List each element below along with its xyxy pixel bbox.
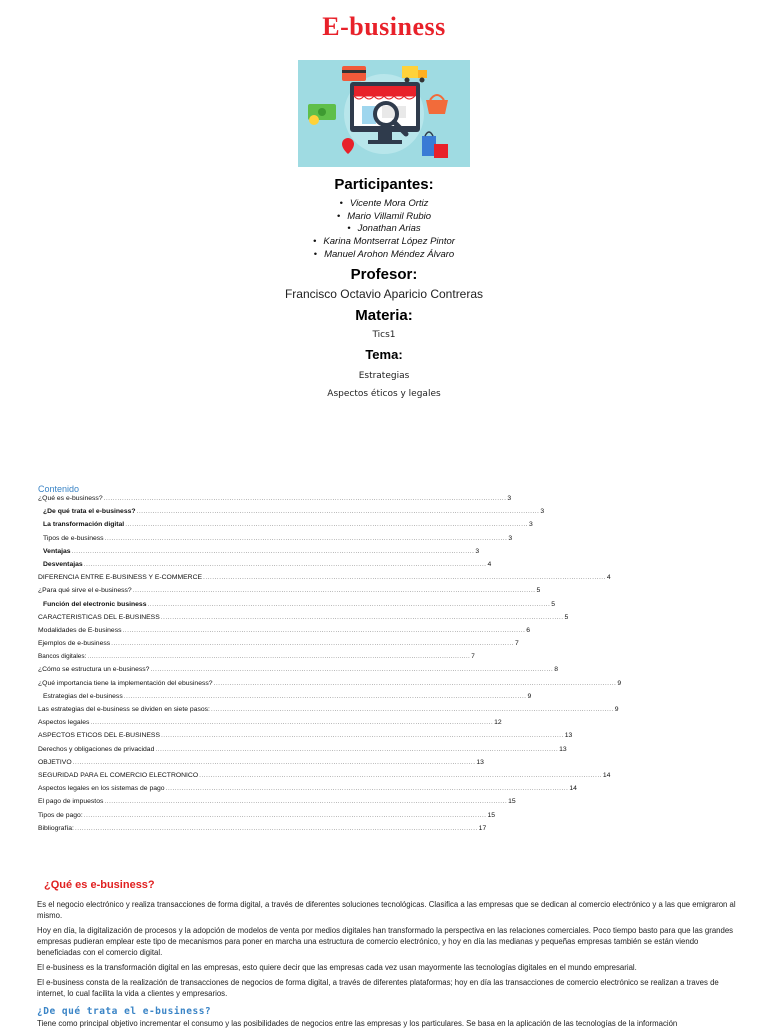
subsection-heading: ¿De qué trata el e-business?	[37, 1006, 212, 1017]
toc-entry[interactable]	[38, 758, 484, 772]
tema-line-1: Estrategias	[358, 371, 410, 381]
profesor-heading: Profesor:	[350, 266, 418, 283]
toc-leader: ................................................................................................................................................................................	[83, 811, 487, 819]
toc-entry-page: 3	[507, 495, 512, 502]
toc-entry-label: ¿Cómo se estructura un e-business?	[38, 666, 150, 674]
toc-entry-label: CARACTERISTICAS DEL E-BUSINESS	[38, 613, 160, 621]
materia-value: Tics1	[372, 330, 396, 340]
toc-entry[interactable]	[38, 626, 531, 640]
document-title: E-business	[322, 12, 446, 41]
participants-heading: Participantes:	[334, 176, 434, 193]
toc-entry-label: Desventajas	[43, 560, 83, 568]
toc-entry[interactable]	[38, 653, 475, 666]
toc-leader: ................................................................................................................................................................................	[125, 521, 528, 529]
toc-leader: ................................................................................................................................................................................	[165, 785, 569, 793]
toc-entry[interactable]	[38, 719, 502, 732]
section-paragraph: Es el negocio electrónico y realiza transacciones de forma digital, a través de diferentes soluciones tecnológicas. Clasifica a las empresas que se dedican al comercio electrónico y a las que emigraron al mismo.	[37, 900, 736, 920]
toc-entry-label: Aspectos legales	[38, 719, 90, 727]
toc-entry-page: 8	[554, 666, 558, 674]
toc-leader: ................................................................................................................................................................................	[213, 679, 617, 687]
toc-entry-label: Tipos de pago:	[38, 811, 83, 819]
toc-leader: ................................................................................................................................................................................	[147, 600, 551, 608]
toc-entry-page: 12	[494, 719, 502, 727]
toc-heading: Contenido	[38, 484, 80, 494]
toc-entry-label: Estrategias del e-business	[43, 692, 123, 700]
toc-entry[interactable]	[38, 824, 487, 838]
participant-name: • Manuel Arohon Méndez Álvaro	[0, 249, 768, 262]
toc-leader: ................................................................................................................................................................................	[160, 613, 564, 621]
toc-entry-page: 13	[476, 758, 484, 766]
table-of-contents	[38, 484, 622, 838]
toc-entry-page: 13	[559, 745, 567, 753]
toc-entry-page: 7	[514, 640, 519, 648]
toc-entry-label: ¿Para qué sirve el e-business?	[38, 587, 132, 595]
toc-entry-page: 3	[508, 534, 513, 542]
toc-leader: ................................................................................................................................................................................	[103, 495, 507, 502]
toc-entry-label: Ejemplos de e-business	[38, 640, 111, 648]
toc-entry-label: Bibliografía:	[38, 824, 74, 832]
toc-entry[interactable]	[38, 798, 516, 811]
toc-entry[interactable]	[38, 613, 569, 627]
toc-entry[interactable]	[38, 508, 545, 521]
participant-name: • Vicente Mora Ortiz	[0, 198, 768, 211]
section-paragraph: Hoy en día, la digitalización de procesos y la adopción de modelos de venta por medios digitales han transformado la perspectiva en las relaciones comerciales. Poco tiempo basto para que las grandes empresas pudieran emplear este tipo de mecanismos para poner en marcha una estructura de comercio electrónico, y hoy en día las medianas y pequeñas empresas también se están viendo beneficiadas con el comercio digital.	[37, 926, 734, 957]
toc-entry-label: La transformación digital	[43, 521, 125, 529]
toc-leader: ................................................................................................................................................................................	[132, 587, 536, 595]
toc-entry-label: ¿De qué trata el e-business?	[43, 508, 136, 516]
toc-entry-page: 9	[527, 692, 532, 700]
toc-entry-label: SEGURIDAD PARA EL COMERCIO ELECTRONICO	[38, 771, 199, 779]
toc-entry-page: 4	[487, 560, 492, 568]
toc-entry[interactable]	[38, 732, 573, 745]
toc-entry[interactable]	[38, 692, 532, 706]
toc-entry-page: 3	[528, 521, 533, 529]
toc-entry-page: 5	[564, 613, 569, 621]
toc-leader: ................................................................................................................................................................................	[122, 626, 526, 634]
toc-leader: ................................................................................................................................................................................	[210, 706, 614, 713]
tema-line-2: Aspectos éticos y legales	[327, 389, 441, 399]
toc-leader: ................................................................................................................................................................................	[83, 560, 487, 568]
participants-list	[0, 198, 768, 262]
toc-entry-page: 9	[614, 706, 619, 713]
participant-name: • Karina Montserrat López Pintor	[0, 236, 768, 249]
toc-entry-label: Aspectos legales en los sistemas de pago	[38, 785, 165, 793]
profesor-name: Francisco Octavio Aparicio Contreras	[284, 287, 484, 301]
toc-entry-label: Ventajas	[43, 547, 71, 555]
toc-leader: ................................................................................................................................................................................	[150, 666, 554, 674]
section-heading: ¿Qué es e-business?	[44, 879, 155, 891]
toc-entry-label: DIFERENCIA ENTRE E-BUSINESS Y E-COMMERCE	[38, 574, 203, 582]
toc-leader: ................................................................................................................................................................................	[136, 508, 540, 516]
toc-entry-page: 14	[569, 785, 577, 793]
toc-entry[interactable]	[38, 640, 519, 653]
toc-entry-page: 15	[508, 798, 516, 806]
toc-leader: ................................................................................................................................................................................	[87, 653, 471, 661]
toc-leader: ................................................................................................................................................................................	[104, 534, 508, 542]
materia-heading: Materia:	[355, 307, 413, 324]
toc-entry[interactable]	[38, 534, 513, 548]
toc-leader: ................................................................................................................................................................................	[71, 547, 475, 555]
toc-entry-page: 7	[471, 653, 475, 661]
toc-entry-label: Tipos de e-business	[43, 534, 104, 542]
toc-entry-label: Modalidades de E-business	[38, 626, 122, 634]
toc-entry[interactable]	[38, 587, 541, 600]
toc-leader: ................................................................................................................................................................................	[74, 824, 478, 832]
toc-entry-label: Derechos y obligaciones de privacidad	[38, 745, 155, 753]
toc-leader: ................................................................................................................................................................................	[111, 640, 514, 648]
toc-entry-page: 5	[551, 600, 556, 608]
toc-entry-page: 5	[536, 587, 541, 595]
toc-entry-page: 13	[564, 732, 573, 740]
ecommerce-illustration	[298, 60, 470, 167]
toc-entry-label: OBJETIVO	[38, 758, 72, 766]
toc-entry[interactable]	[38, 547, 480, 561]
toc-entry-label: ¿Qué es e-business?	[38, 495, 103, 502]
toc-leader: ................................................................................................................................................................................	[72, 758, 476, 766]
participant-name: • Mario Villamil Rubio	[0, 211, 768, 224]
toc-entry[interactable]	[38, 666, 558, 679]
toc-leader: ................................................................................................................................................................................	[203, 574, 606, 582]
toc-entry-page: 17	[478, 824, 487, 832]
toc-entry-label: ASPECTOS ETICOS DEL E-BUSINESS	[38, 732, 160, 740]
toc-entry[interactable]	[38, 745, 567, 759]
toc-entry[interactable]	[38, 560, 492, 574]
toc-entry[interactable]	[38, 811, 496, 825]
toc-entry-page: 15	[487, 811, 496, 819]
toc-entry[interactable]	[38, 600, 556, 614]
toc-entry-label: Función del electronic business	[43, 600, 147, 608]
toc-entry-label: ¿Qué importancia tiene la implementación del ebusiness?	[38, 679, 213, 687]
toc-leader: ................................................................................................................................................................................	[199, 771, 602, 779]
toc-entry-label: El pago de impuestos	[38, 798, 104, 806]
cut-off-paragraph: Tiene como principal objetivo incrementar el consumo y las posibilidades de negocios entre las empresas y los particulares. Se basa en la aplicación de las tecnologías de la información	[37, 1019, 678, 1028]
section-paragraph: El e-business es la transformación digital en las empresas, esto quiere decir que las empresas cada vez usan mayormente las tecnologías digitales en el mundo empresarial.	[37, 963, 637, 972]
toc-entry-page: 14	[602, 771, 611, 779]
toc-entry[interactable]	[38, 495, 512, 508]
toc-leader: ................................................................................................................................................................................	[123, 692, 527, 700]
toc-entry-page: 9	[617, 679, 622, 687]
toc-entry[interactable]	[38, 785, 577, 798]
toc-entry-page: 3	[540, 508, 545, 516]
toc-entry-label: Las estrategias del e-business se dividen en siete pasos:	[38, 706, 210, 713]
toc-entry-page: 6	[526, 626, 531, 634]
toc-entry-page: 4	[606, 574, 611, 582]
toc-entry[interactable]	[38, 706, 619, 719]
toc-entry[interactable]	[38, 574, 611, 587]
toc-leader: ................................................................................................................................................................................	[104, 798, 508, 806]
toc-leader: ................................................................................................................................................................................	[161, 732, 564, 740]
toc-entry-label: Bancos digitales:	[38, 653, 87, 661]
toc-entry[interactable]	[38, 679, 622, 693]
tema-heading: Tema:	[365, 347, 403, 362]
toc-entry-page: 3	[475, 547, 480, 555]
participant-name: • Jonathan Arias	[0, 223, 768, 236]
toc-leader: ................................................................................................................................................................................	[90, 719, 494, 727]
toc-leader: ................................................................................................................................................................................	[155, 745, 559, 753]
section-paragraph: El e-business consta de la realización de transacciones de negocios de forma digital, a través de diferentes plataformas; hoy en día las transacciones de comercio electrónico se realizan a traves de internet, lo cual facilita la vida a clientes y empresarios.	[37, 978, 719, 998]
toc-entry[interactable]	[38, 771, 611, 785]
toc-entry[interactable]	[38, 521, 533, 534]
